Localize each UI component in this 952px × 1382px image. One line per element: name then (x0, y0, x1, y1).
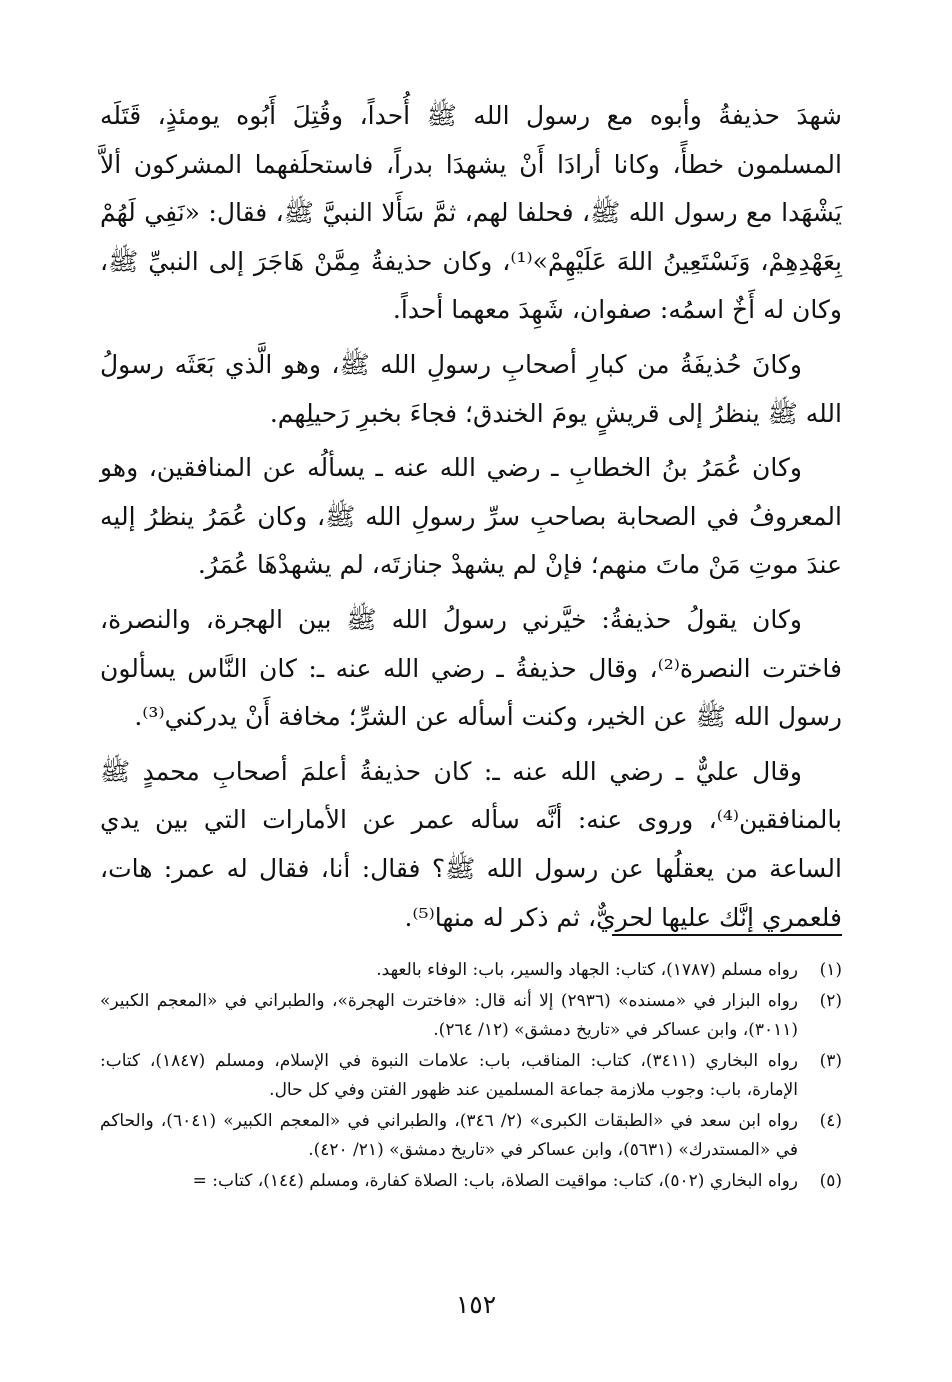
footnote-number: (٤) (819, 1111, 842, 1131)
footnote-number: (٥) (819, 1171, 842, 1191)
page-number: ١٥٢ (455, 1290, 497, 1319)
footnote-number: (٣) (819, 1051, 842, 1071)
footnote-number: (٢) (819, 991, 842, 1011)
footnote-separator (612, 934, 842, 936)
footnote-1 (100, 956, 842, 985)
footnote-number: (١) (819, 960, 842, 980)
paragraph-5: وقال عليٌّ ـ رضي الله عنه ـ: كان حذيفةُ أعلمَ أصحابِ محمدٍ ﷺ بالمنافقين⁽⁴⁾، وروى عنه: أنَّه سأله عمر عن الأمارات التي بين يدي الساعة من يعقلُها عن رسول الله ﷺ؟ فقال: أنا، فقال له عمر: هات، فلعمري إنَّك عليها لحريٌّ، ثم ذكر له منها⁽⁵⁾. (100, 756, 842, 932)
footnote-text: رواه مسلم (١٧٨٧)، كتاب: الجهاد والسير، باب: الوفاء بالعهد. (376, 960, 798, 980)
footnote-text: رواه البخاري (٣٤١١)، كتاب: المناقب، باب: علامات النبوة في الإسلام، ومسلم (١٨٤٧)، كتاب: الإمارة، باب: وجوب ملازمة جماعة المسلمين عند ظهور الفتن وفي كل حال. (100, 1051, 798, 1100)
footnote-3 (100, 1047, 842, 1105)
footnotes (100, 956, 842, 1198)
footnote-text: رواه البزار في «مسنده» (٢٩٣٦) إلا أنه قال: «فاخترت الهجرة»، والطبراني في «المعجم الكبير» (٣٠١١)، وابن عساكر في «تاريخ دمشق» (١٢/ ٢٦٤). (100, 991, 798, 1040)
paragraph-2: وكانَ حُذيفَةُ من كبارِ أصحابِ رسولِ الله ﷺ، وهو الَّذي بَعَثَه رسولُ الله ﷺ ينظرُ إلى قريشٍ يومَ الخندق؛ فجاءَ بخبرِ رَحيلِهم. (100, 349, 842, 428)
footnote-5 (100, 1167, 842, 1196)
paragraph-3: وكان عُمَرُ بنُ الخطابِ ـ رضي الله عنه ـ يسألُه عن المنافقين، وهو المعروفُ في الصحابة بصاحبِ سرِّ رسولِ الله ﷺ، وكان عُمَرُ ينظرُ إليه عندَ موتِ مَنْ ماتَ منهم؛ فإنْ لم يشهدْ جنازتَه، لم يشهدْهَا عُمَرُ. (100, 453, 842, 580)
footnote-text: رواه ابن سعد في «الطبقات الكبرى» (٢/ ٣٤٦)، والطبراني في «المعجم الكبير» (٦٠٤١)، والحاكم في «المستدرك» (٥٦٣١)، وابن عساكر في «تاريخ دمشق» (٢١/ ٤٢٠). (100, 1111, 798, 1160)
footnote-4 (100, 1107, 842, 1165)
footnote-2 (100, 987, 842, 1045)
paragraph-1: شهدَ حذيفةُ وأبوه مع رسول الله ﷺ أُحداً، وقُتِلَ أَبُوه يومئذٍ، قَتَلَه المسلمون خطأً، وكانا أرادَا أَنْ يشهدَا بدراً، فاستحلَفهما المشركون ألاَّ يَشْهَدا مع رسول الله ﷺ، فحلفا لهم، ثمَّ سَأَلا النبيَّ ﷺ، فقال: «نَفِي لَهُمْ بِعَهْدِهِمْ، وَنَسْتَعِينُ اللهَ عَلَيْهِمْ»⁽¹⁾، وكان حذيفةُ مِمَّنْ هَاجَرَ إلى النبيِّ ﷺ، وكان له أَخٌ اسمُه: صفوان، شَهِدَ معهما أحداً. (100, 101, 842, 325)
paragraph-4: وكان يقولُ حذيفةُ: خيَّرني رسولُ الله ﷺ بين الهجرة، والنصرة، فاخترت النصرة⁽²⁾، وقال حذيفةُ ـ رضي الله عنه ـ: كان النَّاس يسألون رسول الله ﷺ عن الخير، وكنت أسأله عن الشرِّ؛ مخافة أَنْ يدركني⁽³⁾. (100, 604, 842, 732)
main-text (100, 92, 842, 948)
footnote-text: رواه البخاري (٥٠٢)، كتاب: مواقيت الصلاة، باب: الصلاة كفارة، ومسلم (١٤٤)، كتاب: = (192, 1171, 798, 1191)
